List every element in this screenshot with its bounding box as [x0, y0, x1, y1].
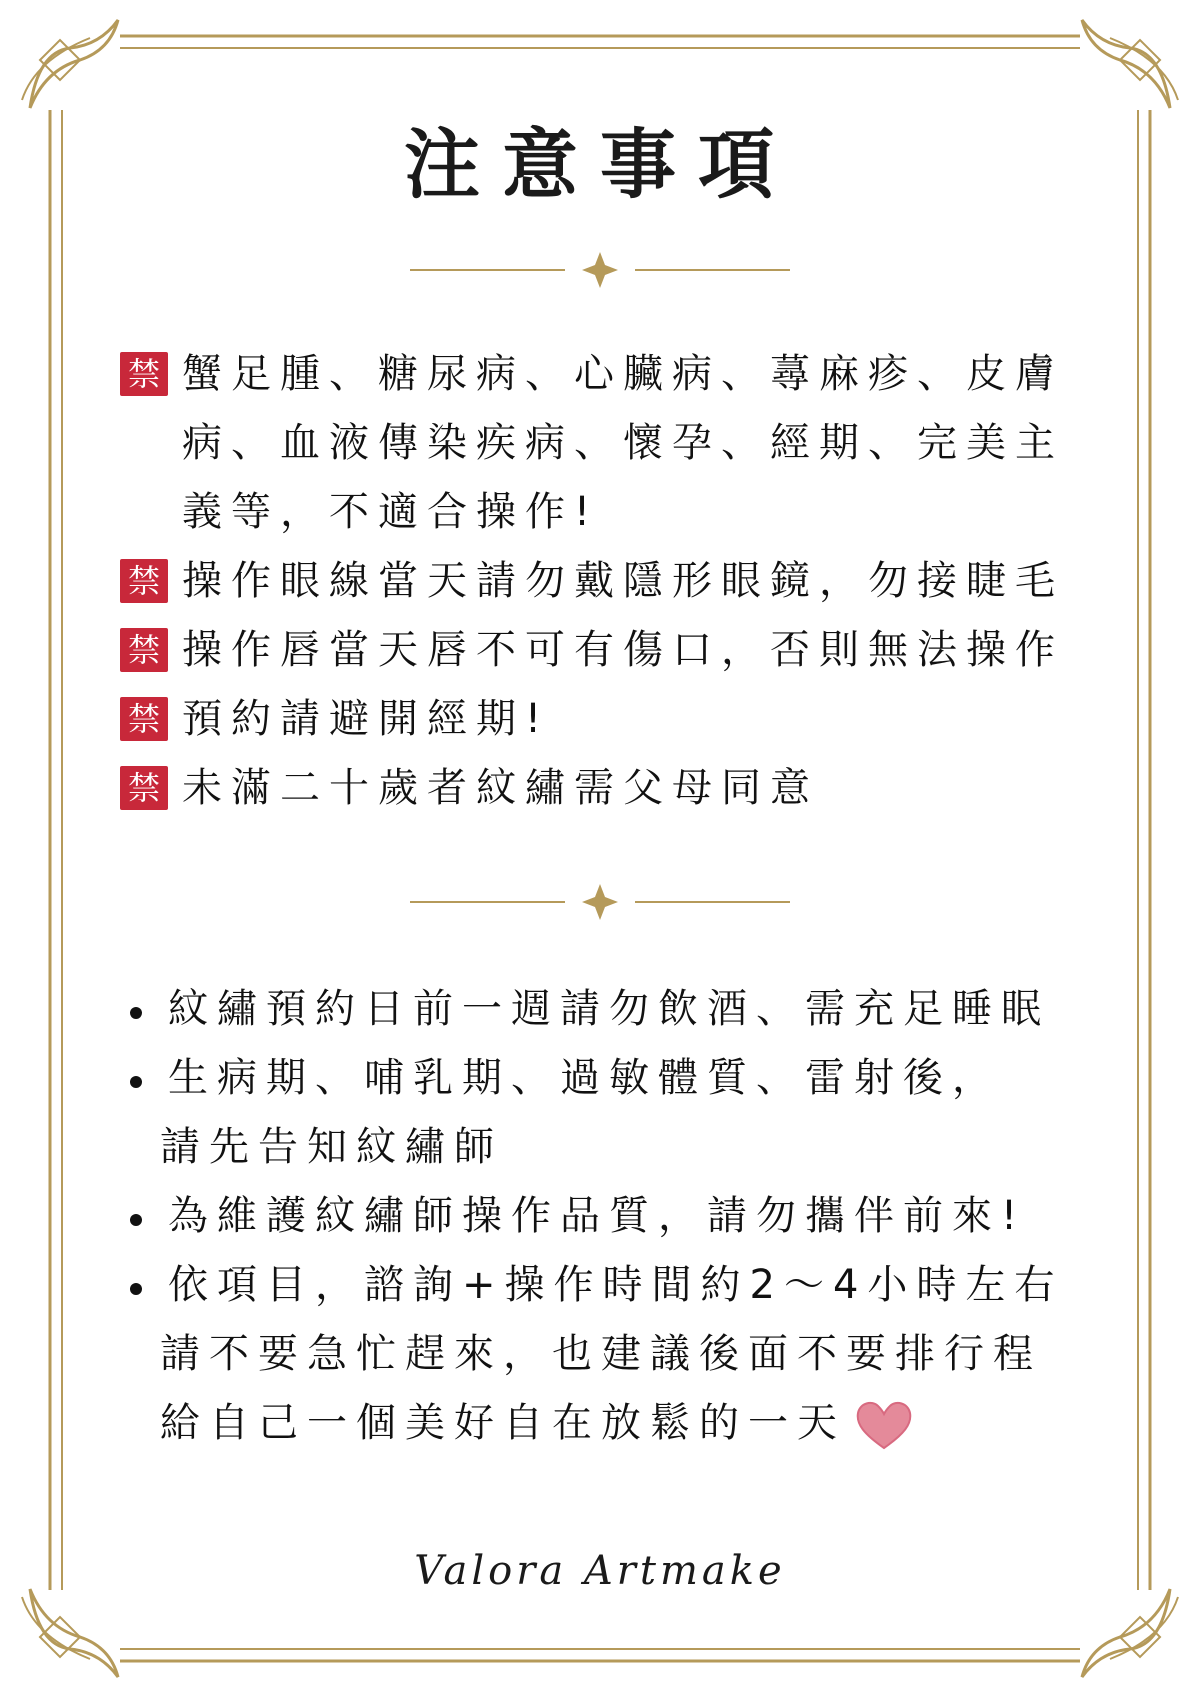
restriction-item — [120, 340, 1080, 547]
separator-middle — [400, 882, 800, 922]
note-item — [130, 1044, 1090, 1113]
trailing-line-with-heart — [160, 1389, 1090, 1458]
corner-ornament-top-right — [1082, 20, 1178, 108]
bullet-icon — [130, 1076, 142, 1088]
trailing-line: 請不要急忙趕來，也建議後面不要排行程 — [160, 1331, 1042, 1377]
corner-ornament-top-left — [22, 20, 118, 108]
trailing-line: 給自己一個美好自在放鬆的一天 — [160, 1400, 846, 1446]
restriction-line: 操作唇當天唇不可有傷口，否則無法操作 — [182, 627, 1064, 673]
separator-top — [400, 250, 800, 290]
restriction-line: 預約請避開經期! — [182, 696, 551, 742]
restriction-line: 操作眼線當天請勿戴隱形眼鏡，勿接睫毛 — [182, 558, 1064, 604]
ban-badge: 禁 — [120, 697, 168, 741]
heart-icon — [854, 1398, 914, 1452]
restriction-line: 病、血液傳染疾病、懷孕、經期、完美主 — [182, 420, 1064, 466]
restriction-item — [120, 547, 1080, 616]
bullet-icon — [130, 1007, 142, 1019]
note-item — [130, 1182, 1090, 1251]
ban-badge: 禁 — [120, 766, 168, 810]
bullet-icon — [130, 1214, 142, 1226]
note-item — [130, 975, 1090, 1044]
sparkle-icon — [582, 252, 618, 288]
page-title: 注意事項 — [404, 120, 796, 209]
restriction-item — [120, 616, 1080, 685]
ban-badge: 禁 — [120, 628, 168, 672]
brand-signature: Valora Artmake — [414, 1548, 786, 1594]
note-text: 生病期、哺乳期、過敏體質、雷射後， — [168, 1055, 1001, 1101]
ban-badge: 禁 — [120, 352, 168, 396]
restriction-item — [120, 685, 1080, 754]
restriction-line: 蟹足腫、糖尿病、心臟病、蕁麻疹、皮膚 — [182, 351, 1064, 397]
ban-badge: 禁 — [120, 559, 168, 603]
restriction-line: 義等，不適合操作! — [182, 489, 600, 535]
restriction-line: 未滿二十歲者紋繡需父母同意 — [182, 765, 819, 811]
sparkle-icon — [582, 884, 618, 920]
note-text: 紋繡預約日前一週請勿飲酒、需充足睡眠 — [168, 986, 1050, 1032]
note-continuation: 請先告知紋繡師 — [160, 1124, 503, 1170]
note-text: 依項目，諮詢+操作時間約2～4小時左右 — [168, 1262, 1064, 1308]
corner-ornament-bottom-left — [22, 1589, 118, 1677]
note-item — [130, 1251, 1090, 1320]
bullet-icon — [130, 1283, 142, 1295]
restriction-list — [120, 340, 1080, 823]
corner-ornament-bottom-right — [1082, 1589, 1178, 1677]
restriction-item — [120, 754, 1080, 823]
note-text: 為維護紋繡師操作品質，請勿攜伴前來! — [168, 1193, 1027, 1239]
notes-list — [130, 975, 1090, 1458]
